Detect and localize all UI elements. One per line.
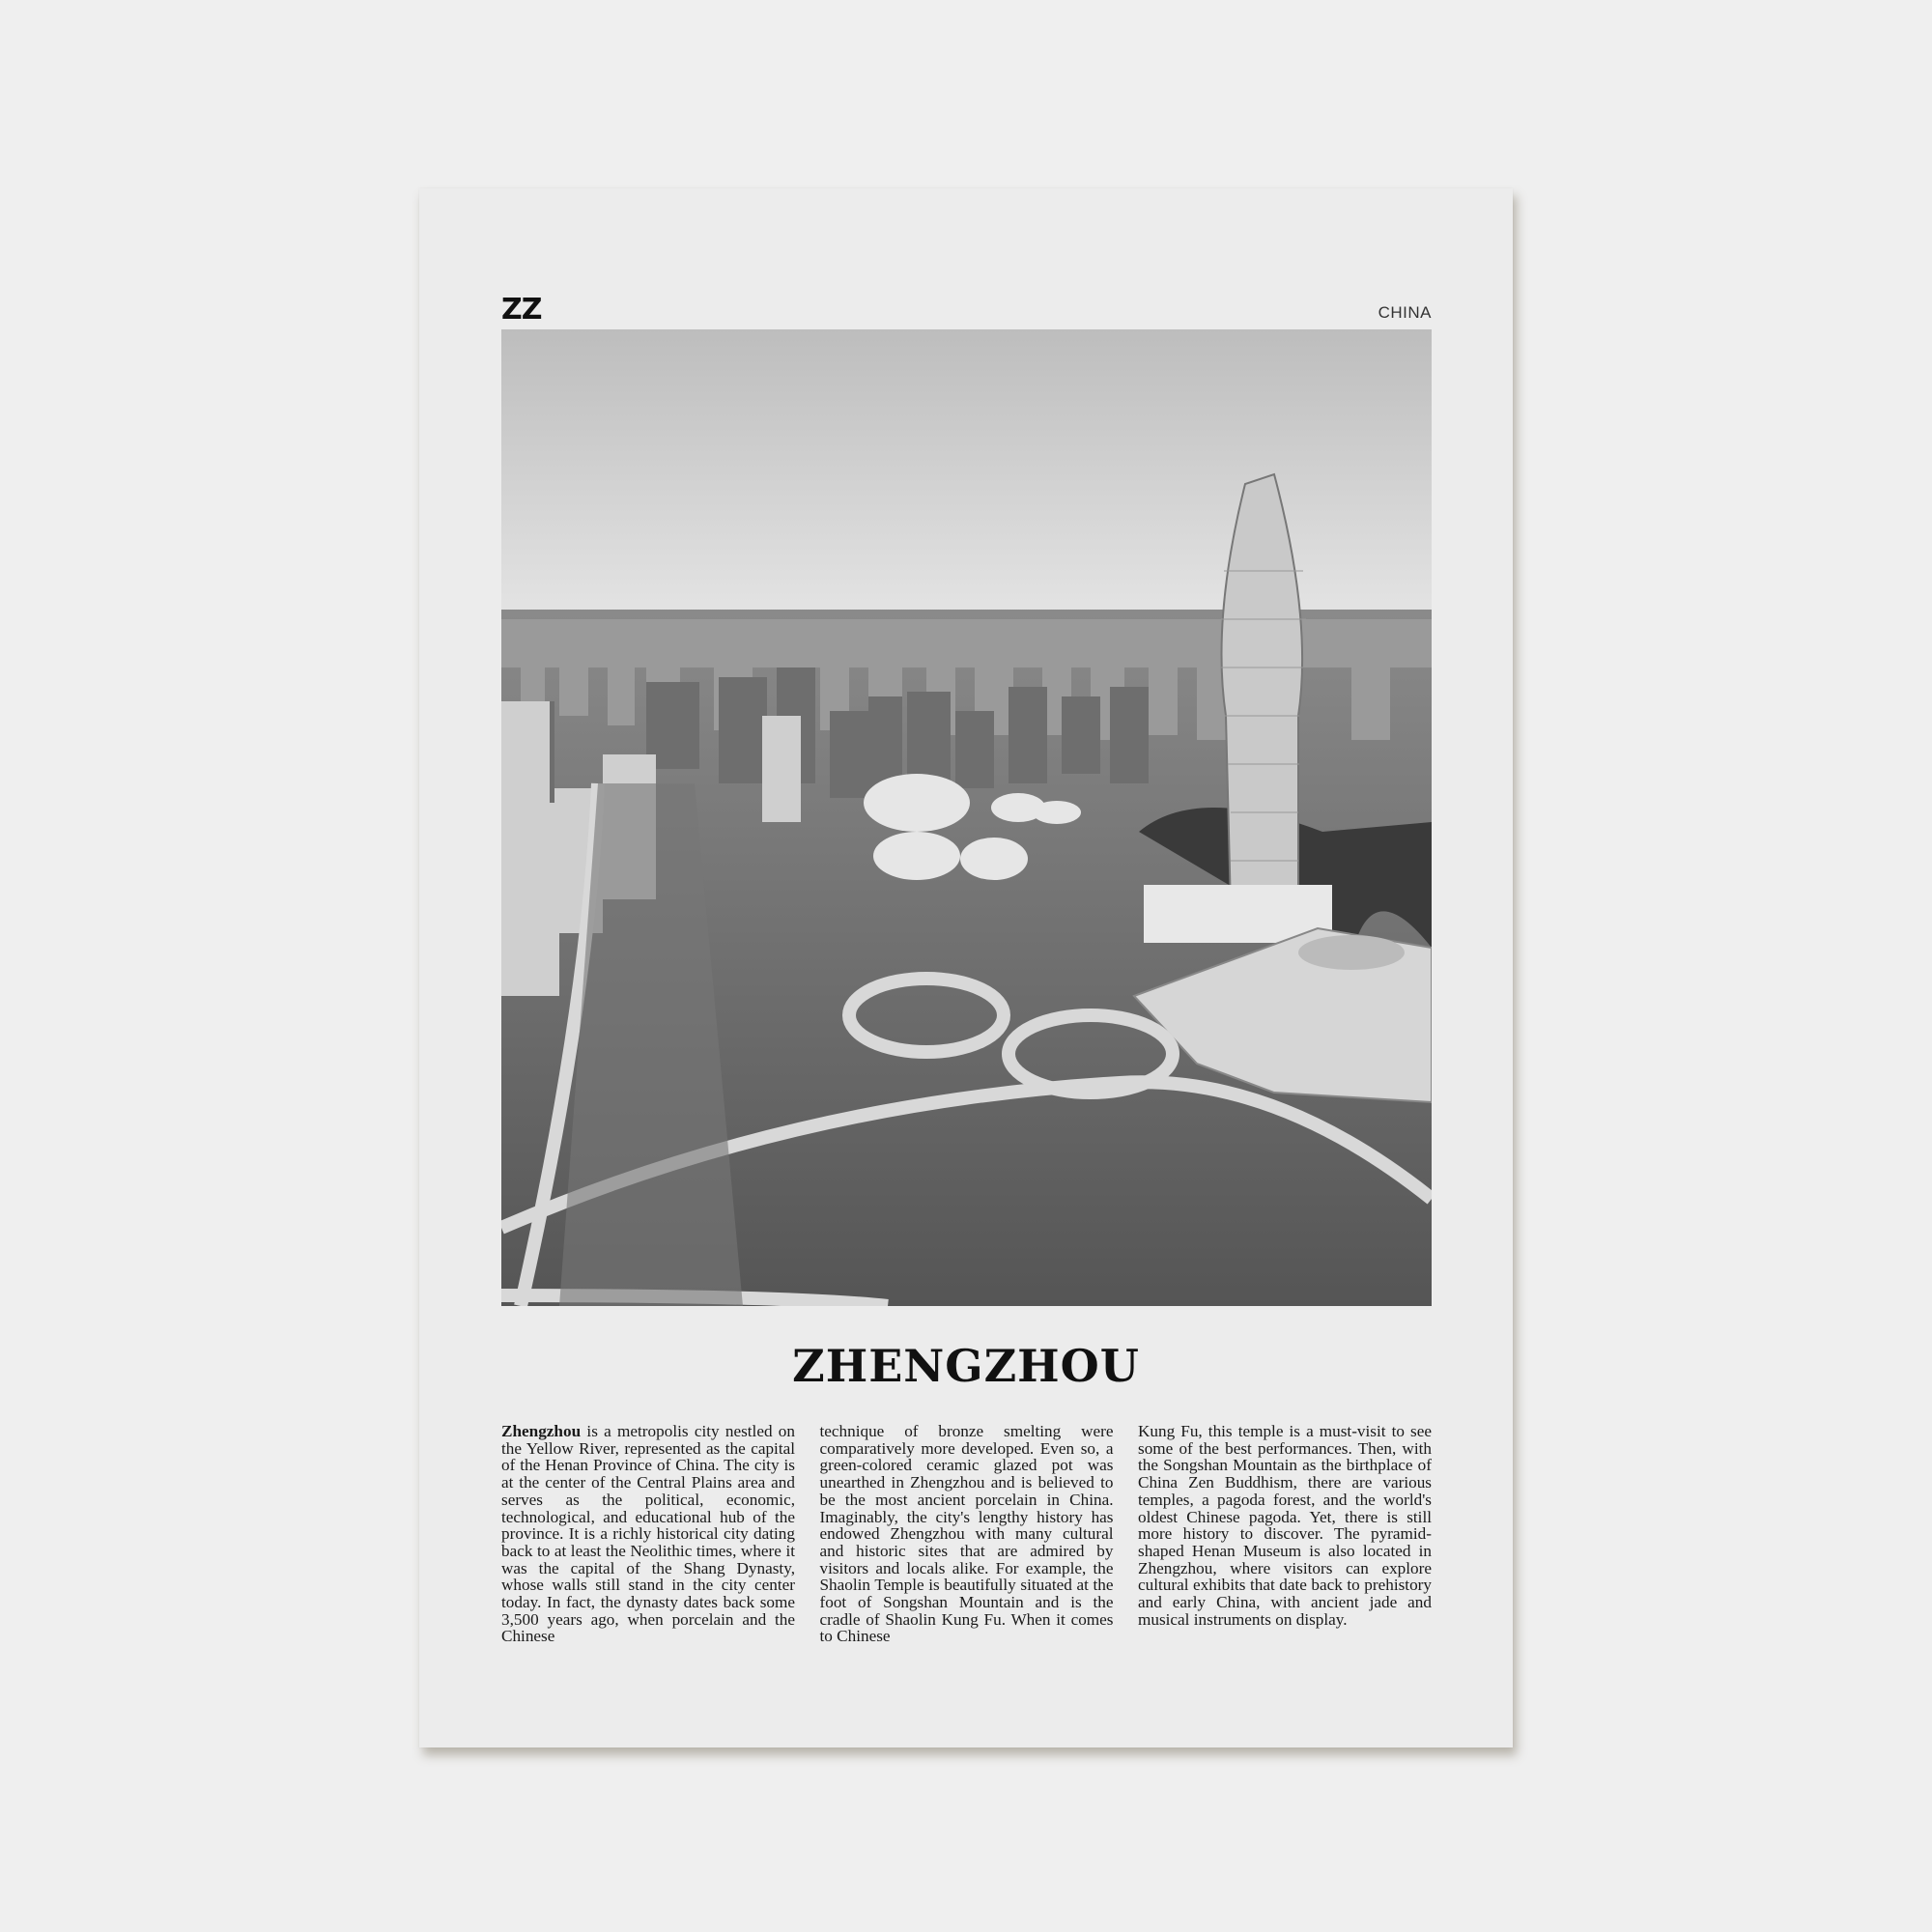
country-label: CHINA — [1378, 303, 1432, 322]
description-column-1 — [501, 1423, 795, 1645]
column-text: Kung Fu, this temple is a must-visit to see some of the best performances. Then, with the Songshan Mountain as the birthplace of China Zen Buddhism, there are various temples, a pagoda forest, and the world's oldest Chinese pagoda. Yet, there is still more history to discover. The pyramid-shaped Henan Museum is also located in Zhengzhou, where visitors can explore cultural exhibits that date back to prehistory and early China, with ancient jade and musical instruments on display. — [1138, 1422, 1432, 1629]
poster-title: ZHENGZHOU — [792, 1340, 1140, 1392]
dome-cap — [1298, 935, 1405, 970]
column-text: is a metropolis city nestled on the Yellow River, represented as the capital of the Henan Province of China. The city is at the center of the Central Plains area and serves as the political, economic, technological, and educational hub of the province. It is a richly historical city dating back to at least the Neolithic times, where it was the capital of the Shang Dynasty, whose walls still stand in the city center today. In fact, the dynasty dates back some 3,500 years ago, when porcelain and the Chinese — [501, 1422, 795, 1646]
description-columns — [501, 1423, 1432, 1645]
poster — [419, 188, 1513, 1747]
city-photo — [501, 329, 1432, 1306]
millennium-tower — [1222, 474, 1303, 909]
logo: ZZ — [501, 293, 542, 327]
city-name-lead: Zhengzhou — [501, 1422, 582, 1440]
description-column-3 — [1138, 1423, 1432, 1645]
description-column-2 — [820, 1423, 1114, 1645]
city-skyline-photo — [501, 329, 1432, 1306]
column-text: technique of bronze smelting were comparatively more developed. Even so, a green-colored ceramic glazed pot was unearthed in Zhengzhou and is believed to be the most ancient porcelain in China. Imaginably, the city's lengthy history has endowed Zhengzhou with many cultural and historic sites that are admired by visitors and locals alike. For example, the Shaolin Temple is beautifully situated at the foot of Songshan Mountain and is the cradle of Shaolin Kung Fu. When it comes to Chinese — [819, 1422, 1114, 1646]
